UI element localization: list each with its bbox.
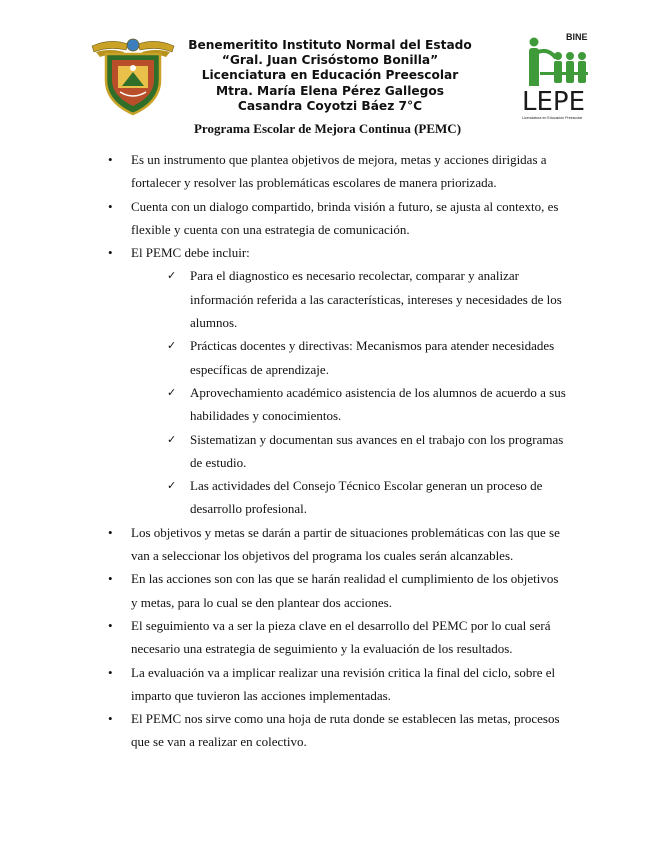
lepe-logo <box>520 30 600 122</box>
bullet-icon: • <box>108 524 113 540</box>
header-line: Casandra Coyotzi Báez 7°C <box>237 98 423 113</box>
bullet-text: El PEMC debe incluir: <box>131 245 250 261</box>
bullet-icon: • <box>108 711 113 727</box>
check-item <box>131 381 568 428</box>
check-text: Para el diagnostico es necesario recolectar, comparar y analizar información referida a las características, intereses y necesidades de los alumnos. <box>190 268 562 331</box>
list-item <box>108 148 568 195</box>
checkmark-icon: ✓ <box>167 339 177 353</box>
bullet-list <box>108 148 568 754</box>
check-text: Aprovechamiento académico asistencia de los alumnos de acuerdo a sus habilidades y conocimientos. <box>190 384 566 424</box>
check-item <box>131 474 568 521</box>
bullet-icon: • <box>108 152 113 167</box>
bullet-text: Cuenta con un dialogo compartido, brinda visión a futuro, se ajusta al contexto, es flexible y cuenta con una estrategia de comunicación. <box>131 198 559 237</box>
lepe-subtitle: Licenciatura en Educación Preescolar <box>522 116 583 120</box>
checkmark-icon: ✓ <box>167 269 177 283</box>
institute-crest-logo <box>90 36 176 116</box>
bullet-icon: • <box>108 571 113 587</box>
document-title: Programa Escolar de Mejora Continua (PEMC) <box>193 121 462 136</box>
check-list <box>131 264 568 520</box>
bullet-text: El PEMC nos sirve como una hoja de ruta donde se establecen las metas, procesos que se van a realizar en colectivo. <box>131 711 560 750</box>
lepe-wordmark: LEPE <box>522 87 586 117</box>
checkmark-icon: ✓ <box>167 432 177 446</box>
list-item <box>108 195 568 242</box>
list-item <box>108 661 568 708</box>
bullet-icon: • <box>108 245 113 261</box>
bullet-text: Es un instrumento que plantea objetivos de mejora, metas y acciones dirigidas a fortalecer y resolver las problemáticas escolares de manera priorizada. <box>131 152 547 191</box>
list-item <box>108 567 568 614</box>
bullet-text: Los objetivos y metas se darán a partir de situaciones problemáticas con las que se van a seleccionar los objetivos del programa los cuales serán alcanzables. <box>131 524 560 564</box>
header-line: Licenciatura en Educación Preescolar <box>201 68 459 83</box>
checkmark-icon: ✓ <box>167 385 177 399</box>
bine-label: BINE <box>566 32 588 42</box>
document-body <box>108 148 568 754</box>
list-item <box>108 521 568 568</box>
bullet-text: El seguimiento va a ser la pieza clave en el desarrollo del PEMC por lo cual será necesario una estrategia de seguimiento y la evaluación de los resultados. <box>131 617 551 657</box>
list-item <box>108 707 568 754</box>
bullet-text: En las acciones son con las que se harán realidad el cumplimiento de los objetivos y metas, para lo cual se den plantear dos acciones. <box>131 571 559 610</box>
list-item <box>108 241 568 521</box>
bullet-icon: • <box>108 617 113 633</box>
bullet-icon: • <box>108 198 113 214</box>
institution-header <box>180 38 480 114</box>
check-item <box>131 264 568 334</box>
header-line: “Gral. Juan Crisóstomo Bonilla” <box>221 53 439 68</box>
check-item <box>131 428 568 475</box>
bullet-text: La evaluación va a implicar realizar una revisión critica la final del ciclo, sobre el imparto que tuvieron las acciones implementadas. <box>131 664 556 703</box>
header-line: Mtra. María Elena Pérez Gallegos <box>216 83 444 98</box>
header-line: Benemeritito Instituto Normal del Estado <box>188 38 472 52</box>
check-text: Sistematizan y documentan sus avances en el trabajo con los programas de estudio. <box>190 431 564 470</box>
bullet-icon: • <box>108 664 113 680</box>
check-text: Prácticas docentes y directivas: Mecanismos para atender necesidades específicas de aprendizaje. <box>190 338 555 377</box>
check-text: Las actividades del Consejo Técnico Escolar generan un proceso de desarrollo profesional. <box>190 478 543 517</box>
check-item <box>131 334 568 381</box>
checkmark-icon: ✓ <box>167 479 177 493</box>
list-item <box>108 614 568 661</box>
